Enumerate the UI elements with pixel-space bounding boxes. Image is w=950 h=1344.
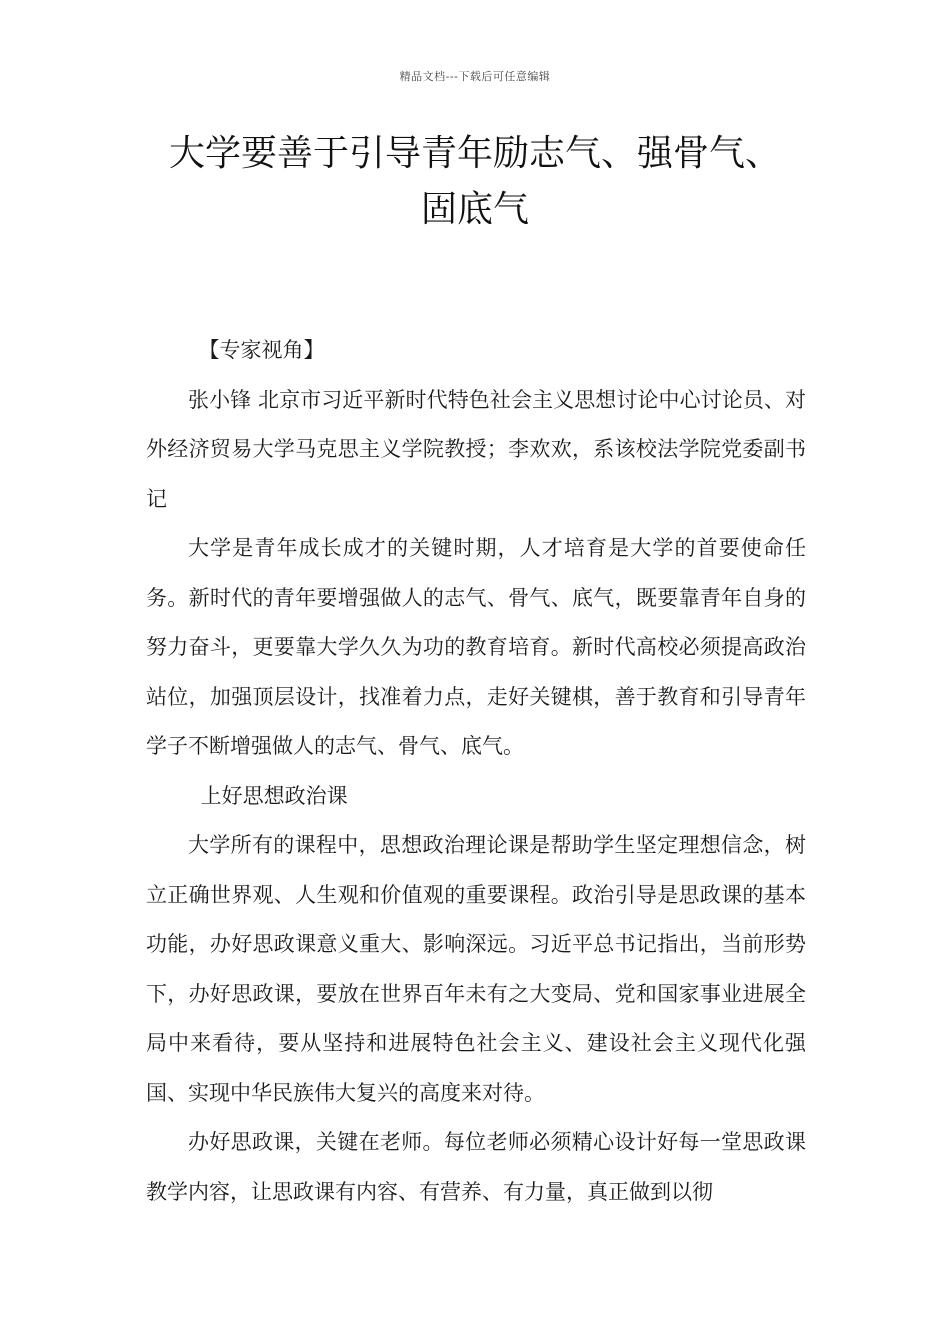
document-title: [110, 126, 840, 238]
author-info: 张小锋 北京市习近平新时代特色社会主义思想讨论中心讨论员、对外经济贸易大学马克思主义学院教授；李欢欢，系该校法学院党委副书记: [146, 387, 806, 511]
title-line-1: 大学要善于引导青年励志气、强骨气、: [168, 133, 781, 174]
paragraph-1: 大学是青年成长成才的关键时期，人才培育是大学的首要使命任务。新时代的青年要增强做人的志气、骨气、底气，既要靠青年自身的努力奋斗，更要靠大学久久为功的教育培育。新时代高校必须提高政治站位，加强顶层设计，找准着力点，走好关键棋，善于教育和引导青年学子不断增强做人的志气、骨气、底气。: [146, 536, 806, 758]
title-line-2: 固底气: [420, 189, 529, 230]
column-tag: 【专家视角】: [198, 338, 325, 362]
document-body: [146, 326, 806, 1217]
page-header: 精品文档---下载后可任意编辑: [399, 70, 551, 83]
paragraph-2: 大学所有的课程中，思想政治理论课是帮助学生坚定理想信念，树立正确世界观、人生观和价值观的重要课程。政治引导是思政课的基本功能，办好思政课意义重大、影响深远。习近平总书记指出，当前形势下，办好思政课，要放在世界百年未有之大变局、党和国家事业进展全局中来看待，要从坚持和进展特色社会主义、建设社会主义现代化强国、实现中华民族伟大复兴的高度来对待。: [146, 833, 806, 1105]
paragraph-3: 办好思政课，关键在老师。每位老师必须精心设计好每一堂思政课教学内容，让思政课有内容、有营养、有力量，真正做到以彻: [146, 1130, 806, 1204]
section-heading: 上好思想政治课: [200, 783, 348, 808]
